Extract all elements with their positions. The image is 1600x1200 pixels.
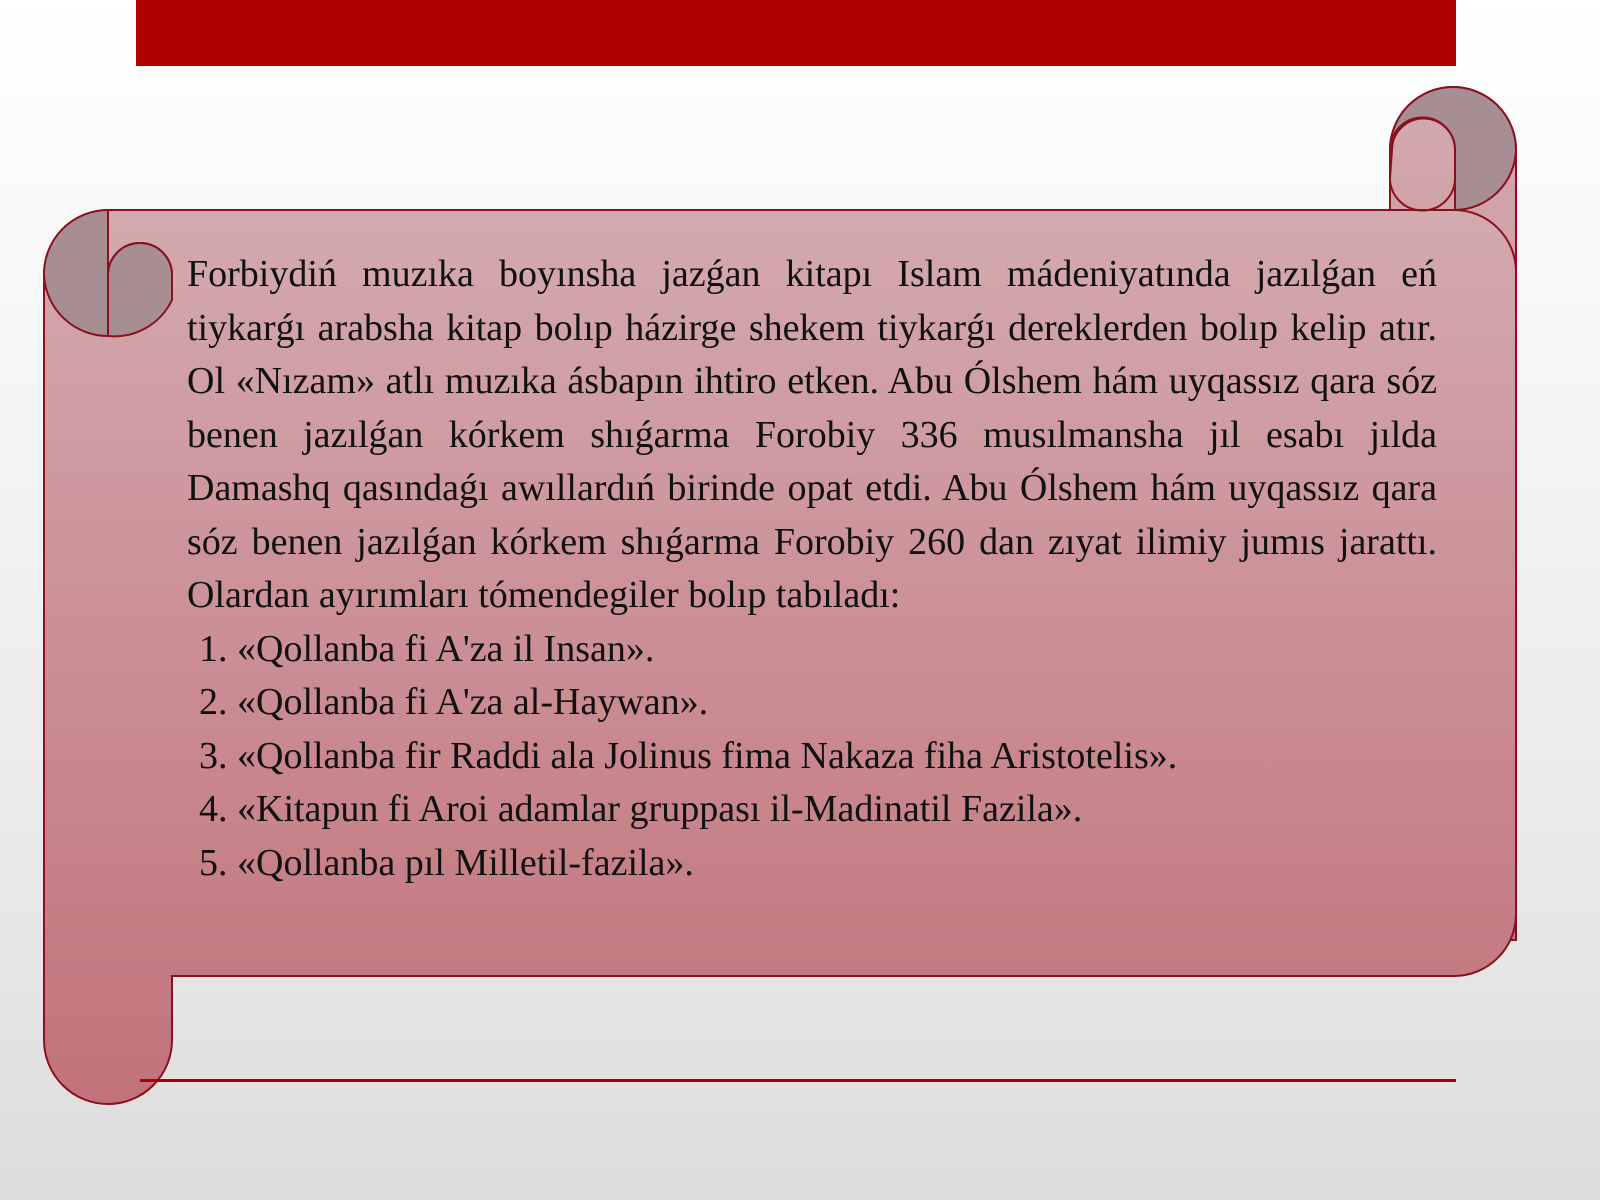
- bottom-accent-rule: [140, 1079, 1456, 1082]
- list-item: 1. «Qollanba fi A'za il Insan».: [199, 627, 655, 670]
- list-item: 5. «Qollanba pıl Milletil-fazila».: [199, 841, 694, 884]
- book-list: [187, 623, 1437, 891]
- list-item: 2. «Qollanba fi A'za al-Haywan».: [199, 681, 709, 723]
- scroll-content: [187, 248, 1437, 890]
- list-item: 3. «Qollanba fir Raddi ala Jolinus fima Nakaza fiha Aristotelis».: [199, 734, 1178, 777]
- list-item: 4. «Kitapun fi Aroi adamlar gruppası il-Madinatil Fazila».: [199, 788, 1083, 830]
- body-paragraph: Forbiydiń muzıka boyınsha jazǵan kitapı Islam mádeniyatında jazılǵan eń tiykarǵı arabsha kitap bolıp házirge shekem tiykarǵı dereklerden bolıp kelip atır. Ol «Nızam» atlı muzıka ásbapın ihtiro etken. Abu Ólshem hám uyqassız qara sóz benen jazılǵan kórkem shıǵarma Forobiy 336 musılmansha jıl esabı jılda Damashq qasındaǵı awıllardıń birinde opat etdi. Abu Ólshem hám uyqassız qara sóz benen jazılǵan kórkem shıǵarma Forobiy 260 dan zıyat ilimiy jumıs jarattı. Olardan ayırımları tómendegiler bolıp tabıladı:: [187, 253, 1437, 616]
